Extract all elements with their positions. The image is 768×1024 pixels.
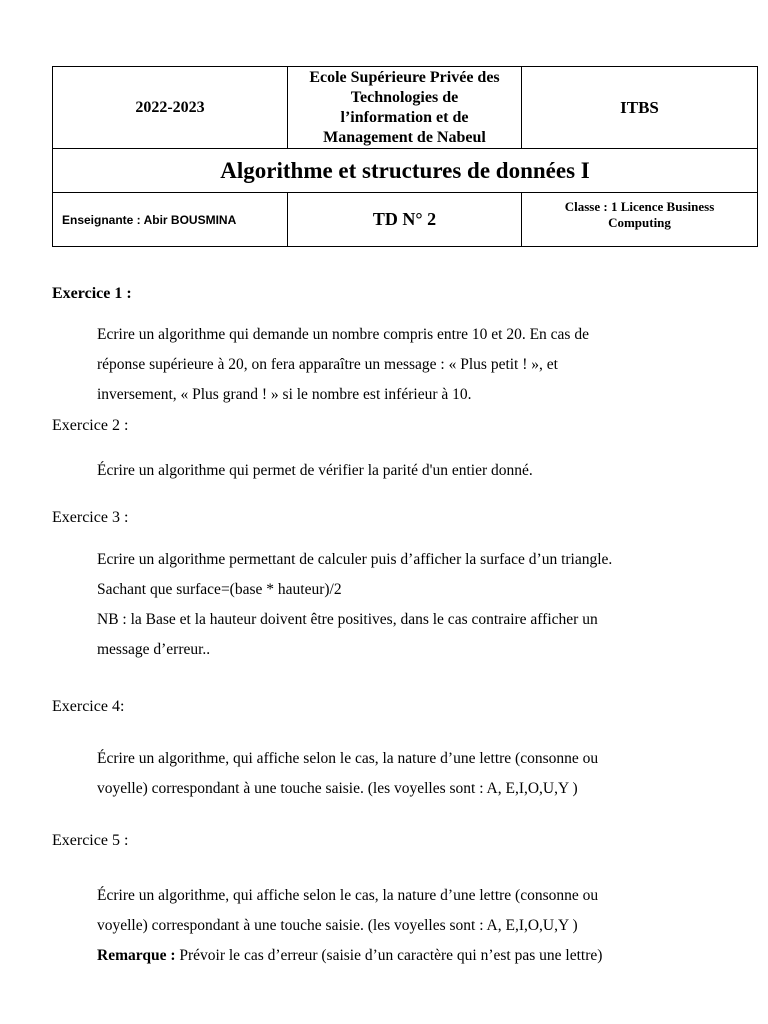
exercise-3-text — [97, 545, 717, 665]
class-name — [522, 193, 758, 247]
exercise-line: Ecrire un algorithme permettant de calculer puis d’afficher la surface d’un triangle. — [97, 551, 613, 568]
school-name-line: Technologies de — [350, 88, 459, 106]
exercise-line: Sachant que surface=(base * hauteur)/2 — [97, 581, 342, 598]
class-name-line: Classe : 1 Licence Business — [564, 199, 715, 214]
exercise-line: Écrire un algorithme qui permet de vérifier la parité d'un entier donné. — [97, 462, 533, 479]
exercise-5-title: Exercice 5 : — [52, 832, 129, 849]
exercise-remark — [97, 941, 717, 971]
exercise-line: voyelle) correspondant à une touche saisie. (les voyelles sont : A, E,I,O,U,Y ) — [97, 780, 578, 797]
class-name-line: Computing — [608, 215, 671, 230]
exercise-4-title: Exercice 4: — [52, 698, 125, 715]
exercise-2-text — [97, 456, 717, 486]
school-name-line: Management de Nabeul — [323, 128, 486, 146]
school-name — [288, 67, 522, 149]
exercise-5-text — [97, 881, 717, 971]
teacher-name: Enseignante : Abir BOUSMINA — [53, 193, 288, 247]
school-name-line: Ecole Supérieure Privée des — [309, 68, 500, 86]
exercise-line: voyelle) correspondant à une touche saisie. (les voyelles sont : A, E,I,O,U,Y ) — [97, 917, 578, 934]
exercise-line: Écrire un algorithme, qui affiche selon le cas, la nature d’une lettre (consonne ou — [97, 887, 599, 904]
course-title: Algorithme et structures de données I — [53, 149, 758, 193]
school-name-line: l’information et de — [340, 108, 469, 126]
exercise-line: Ecrire un algorithme qui demande un nombre compris entre 10 et 20. En cas de — [97, 326, 589, 343]
header-table — [52, 66, 758, 247]
exercise-2-title: Exercice 2 : — [52, 417, 129, 434]
institution-name: ITBS — [522, 67, 758, 149]
exercise-4-text — [97, 744, 717, 804]
remark-label: Remarque : — [97, 947, 176, 964]
exercise-line: NB : la Base et la hauteur doivent être positives, dans le cas contraire afficher un — [97, 611, 598, 628]
exercise-line: réponse supérieure à 20, on fera apparaître un message : « Plus petit ! », et — [97, 356, 558, 373]
exercise-line: inversement, « Plus grand ! » si le nombre est inférieur à 10. — [97, 386, 472, 403]
td-number: TD N° 2 — [288, 193, 522, 247]
exercise-3-title: Exercice 3 : — [52, 509, 129, 526]
remark-text: Prévoir le cas d’erreur (saisie d’un caractère qui n’est pas une lettre) — [175, 947, 603, 964]
exercise-1-text — [97, 320, 717, 410]
academic-year: 2022-2023 — [53, 67, 288, 149]
exercise-line: Écrire un algorithme, qui affiche selon le cas, la nature d’une lettre (consonne ou — [97, 750, 599, 767]
exercise-1-title: Exercice 1 : — [52, 285, 132, 302]
exercise-line: message d’erreur.. — [97, 641, 211, 658]
